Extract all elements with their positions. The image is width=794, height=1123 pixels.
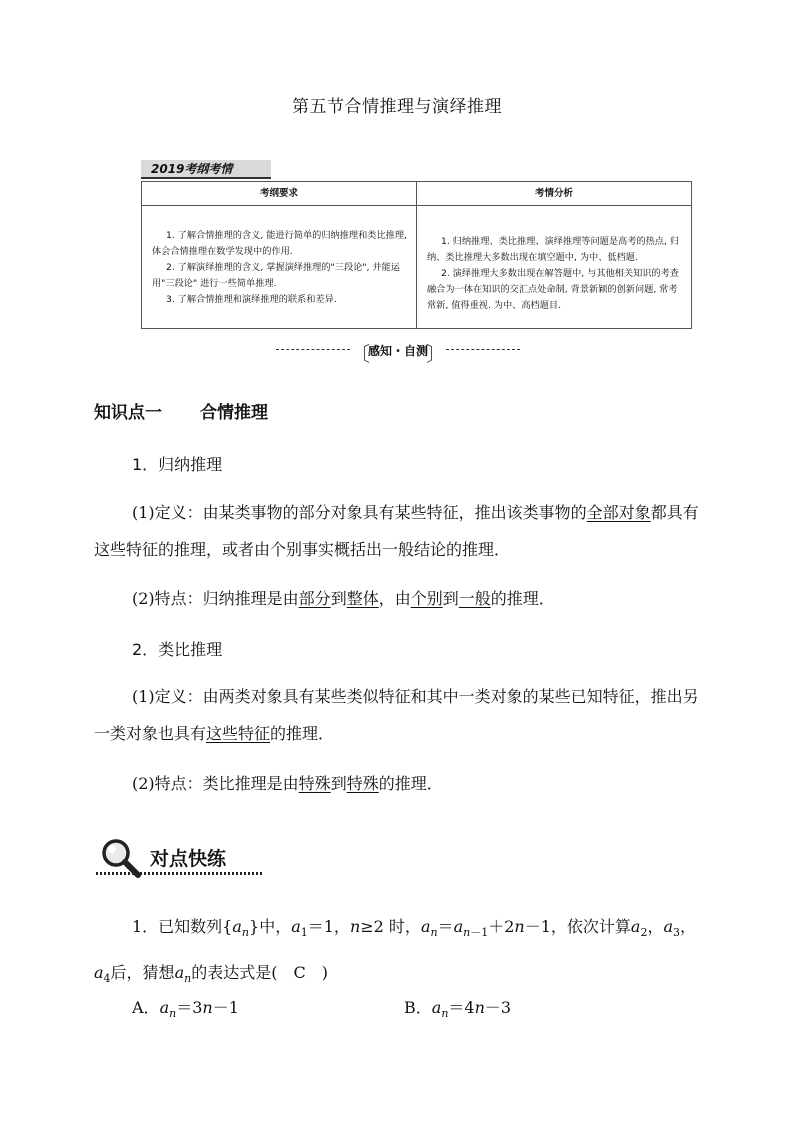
col-header-analysis: 考情分析: [417, 182, 692, 206]
analogy-features: (2)特点：类比推理是由特殊到特殊的推理．: [132, 774, 443, 793]
dashed-line: [446, 349, 520, 350]
analysis-cell: [417, 206, 692, 329]
section-heading-analogy: 2．类比推理: [132, 640, 223, 659]
section-heading-induction: 1．归纳推理: [132, 455, 223, 474]
option-a[interactable]: A．$a_n=3n-1$: [132, 998, 239, 1021]
fill-answer: 全部对象: [586, 503, 651, 522]
option-b[interactable]: B．$a_n=4n-3$: [404, 998, 512, 1021]
fill-answer: 一般: [458, 589, 491, 608]
fill-answer: 个别: [410, 589, 443, 608]
exam-box-tag: 2019考纲考情: [141, 160, 271, 179]
practice-underline: [96, 872, 264, 875]
requirement-item: 2. 了解演绎推理的含义, 掌握演绎推理的"三段论", 并能运用"三段论" 进行一些简单推理.: [152, 262, 400, 289]
right-bracket-icon: 〕: [426, 342, 446, 366]
induction-features: (2)特点：归纳推理是由部分到整体，由个别到一般的推理．: [132, 589, 555, 608]
practice-header: [96, 836, 264, 878]
knowledge-point-label: 知识点一: [94, 403, 162, 423]
fill-answer: 部分: [298, 589, 331, 608]
analogy-definition: (1)定义：由两类对象具有某些类似特征和其中一类对象的某些已知特征，推出另一类对象也具有这些特征的推理．: [94, 687, 699, 743]
knowledge-point-name: 合情推理: [200, 403, 268, 423]
requirement-item: 1. 了解合情推理的含义, 能进行简单的归纳推理和类比推理, 体会合情推理在数学发现中的作用.: [152, 230, 407, 257]
dashed-line: [276, 349, 350, 350]
analysis-item: 2. 演绎推理大多数出现在解答题中, 与其他相关知识的考查融合为一体在知识的交汇点处命制, 背景新颖的创新问题, 常考常新, 值得重视. 为中、高档题目.: [427, 268, 680, 311]
knowledge-point-heading: [94, 398, 268, 423]
fill-answer: 特殊: [346, 774, 379, 793]
induction-definition: (1)定义：由某类事物的部分对象具有某些特征，推出该类事物的全部对象都具有这些特征的推理，或者由个别事实概括出一般结论的推理．: [94, 503, 699, 559]
section-divider: [276, 340, 520, 366]
analysis-item: 1. 归纳推理、类比推理、演绎推理等问题是高考的热点, 归纳、类比推理大多数出现在填空题中, 为中、低档题.: [427, 236, 680, 263]
practice-title: 对点快练: [150, 848, 227, 870]
fill-answer: 整体: [346, 589, 379, 608]
divider-label: 感知・自测: [367, 344, 428, 358]
fill-answer: 特殊: [298, 774, 331, 793]
exam-requirements-table: [141, 181, 692, 329]
fill-answer: 这些特征: [206, 724, 271, 743]
requirement-item: 3. 了解合情推理和演绎推理的联系和差异.: [166, 294, 337, 305]
left-bracket-icon: 〔: [350, 342, 370, 366]
requirements-cell: [142, 206, 417, 329]
question-1: 1．已知数列$\{a_n\}$中，$a_1=1$，n≥2 时，$a_n=a_{n-1}+2n-1$，依次计算$a_2$，$a_3$，$a_4$后，猜想$a_n$的表达式是( C ): [94, 917, 697, 986]
col-header-requirements: 考纲要求: [142, 182, 417, 206]
page-title: 第五节合情推理与演绎推理: [292, 97, 502, 117]
